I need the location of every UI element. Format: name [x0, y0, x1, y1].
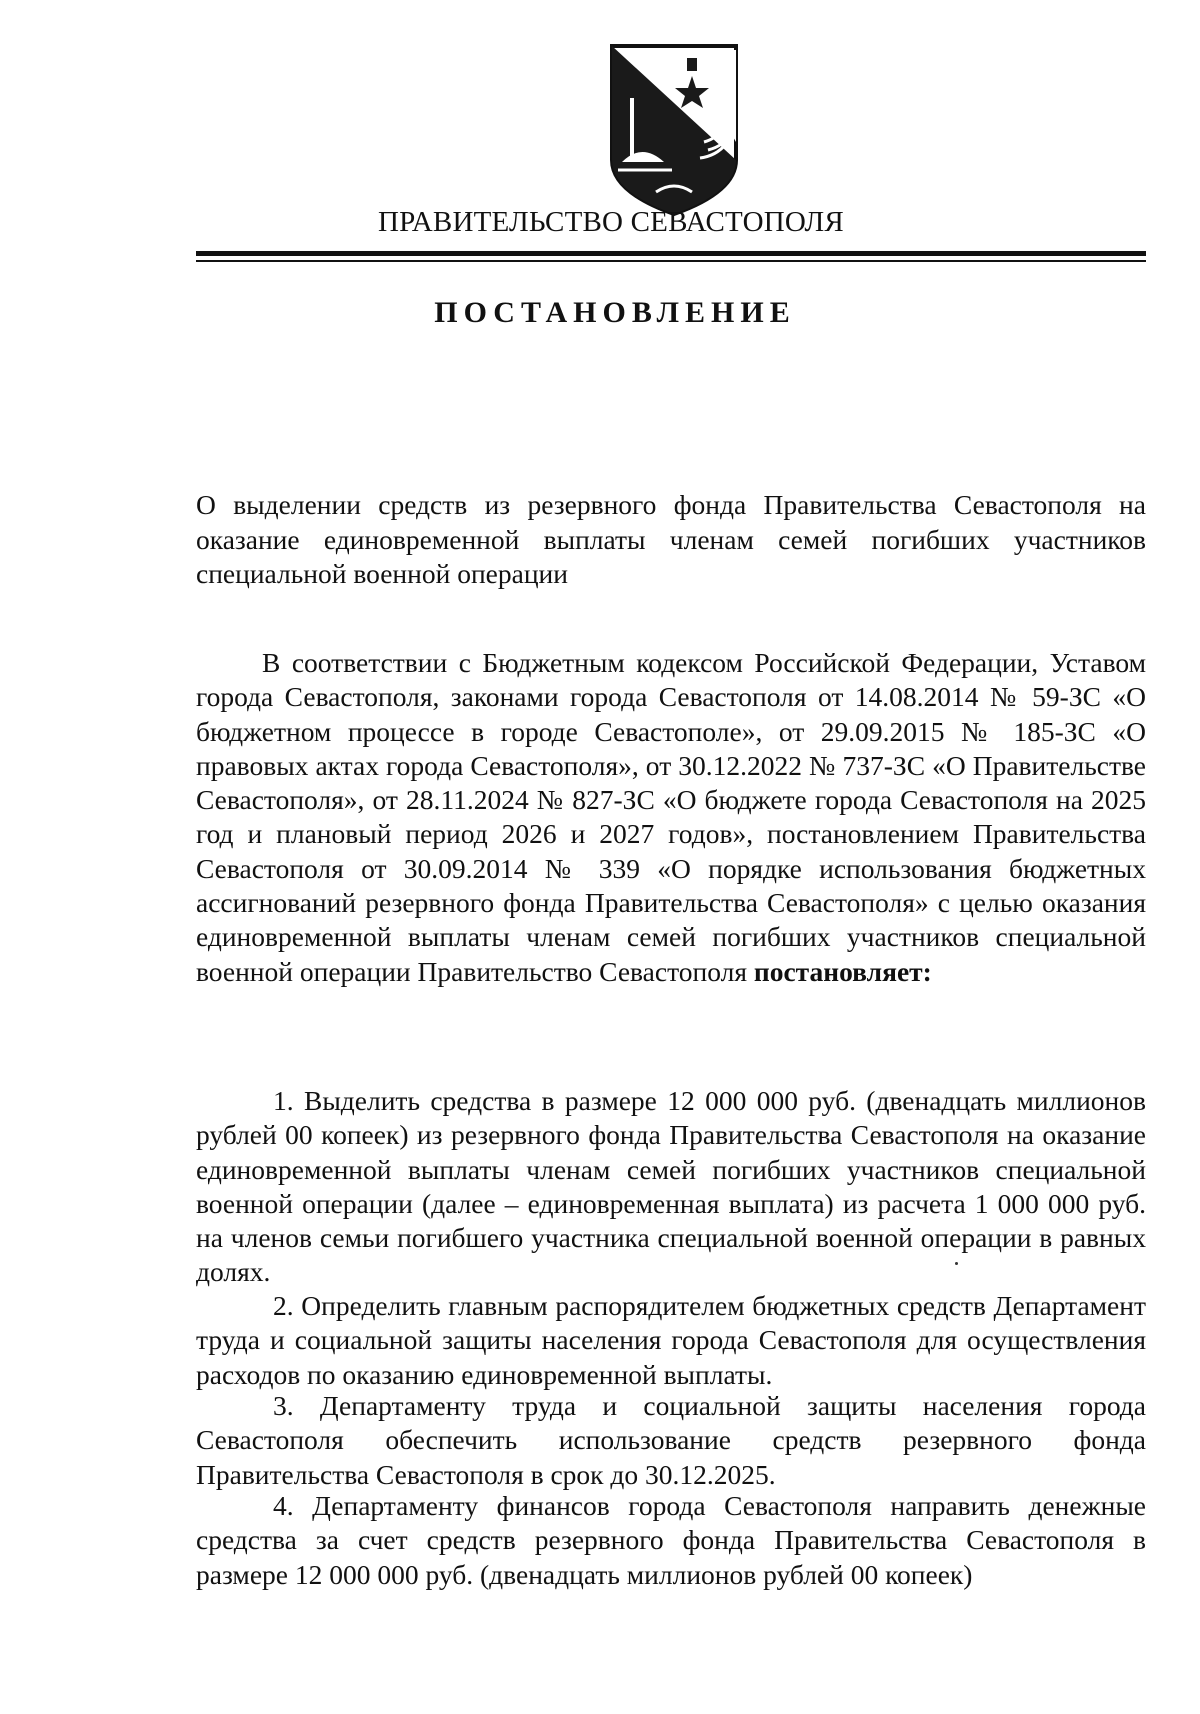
- header-divider-thick: [196, 251, 1146, 256]
- coat-of-arms-icon: [608, 42, 740, 218]
- document-title: О выделении средств из резервного фонда Правительства Севастополя на оказание единовременной выплаты членам семей погибших участников специальной военной операции: [196, 489, 1146, 589]
- preamble-paragraph: [196, 646, 1146, 989]
- scan-speck: [955, 1262, 958, 1265]
- header-divider-thin: [196, 260, 1146, 262]
- preamble-text: В соответствии с Бюджетным кодексом Российской Федерации, Уставом города Севастополя, законами города Севастополя от 14.08.2014 № 59-ЗС «О бюджетном процессе в городе Севастополе», от 29.09.2015 № 185-ЗС «О правовых актах города Севастополя», от 30.12.2022 № 737-ЗС «О Правительстве Севастополя», от 28.11.2024 № 827-ЗС «О бюджете города Севастополя на 2025 год и плановый период 2026 и 2027 годов», постановлением Правительства Севастополя от 30.09.2014 № 339 «О порядке использования бюджетных ассигнований резервного фонда Правительства Севастополя» с целью оказания единовременной выплаты членам семей погибших участников специальной военной операции Правительство Севастополя: [196, 647, 1146, 987]
- decree-item-1: 1. Выделить средства в размере 12 000 000 руб. (двенадцать миллионов рублей 00 копеек) из резервного фонда Правительства Севастополя на оказание единовременной выплаты членам семей погибших участников специальной военной операции (далее – единовременная выплата) из расчета 1 000 000 руб. на членов семьи погибшего участника специальной военной операции в равных долях.: [196, 1085, 1146, 1288]
- decree-item-3: 3. Департаменту труда и социальной защиты населения города Севастополя обеспечить использование средств резервного фонда Правительства Севастополя в срок до 30.12.2025.: [196, 1390, 1146, 1490]
- decree-word: постановляет:: [753, 955, 932, 987]
- organization-name: ПРАВИТЕЛЬСТВО СЕВАСТОПОЛЯ: [378, 206, 844, 238]
- decree-item-4: 4. Департаменту финансов города Севастополя направить денежные средства за счет средств резервного фонда Правительства Севастополя в размере 12 000 000 руб. (двенадцать миллионов рублей 00 копеек): [196, 1490, 1146, 1590]
- decree-item-2: 2. Определить главным распорядителем бюджетных средств Департамент труда и социальной защиты населения города Севастополя для осуществления расходов по оказанию единовременной выплаты.: [196, 1290, 1146, 1390]
- document-type-heading: ПОСТАНОВЛЕНИЕ: [434, 296, 796, 329]
